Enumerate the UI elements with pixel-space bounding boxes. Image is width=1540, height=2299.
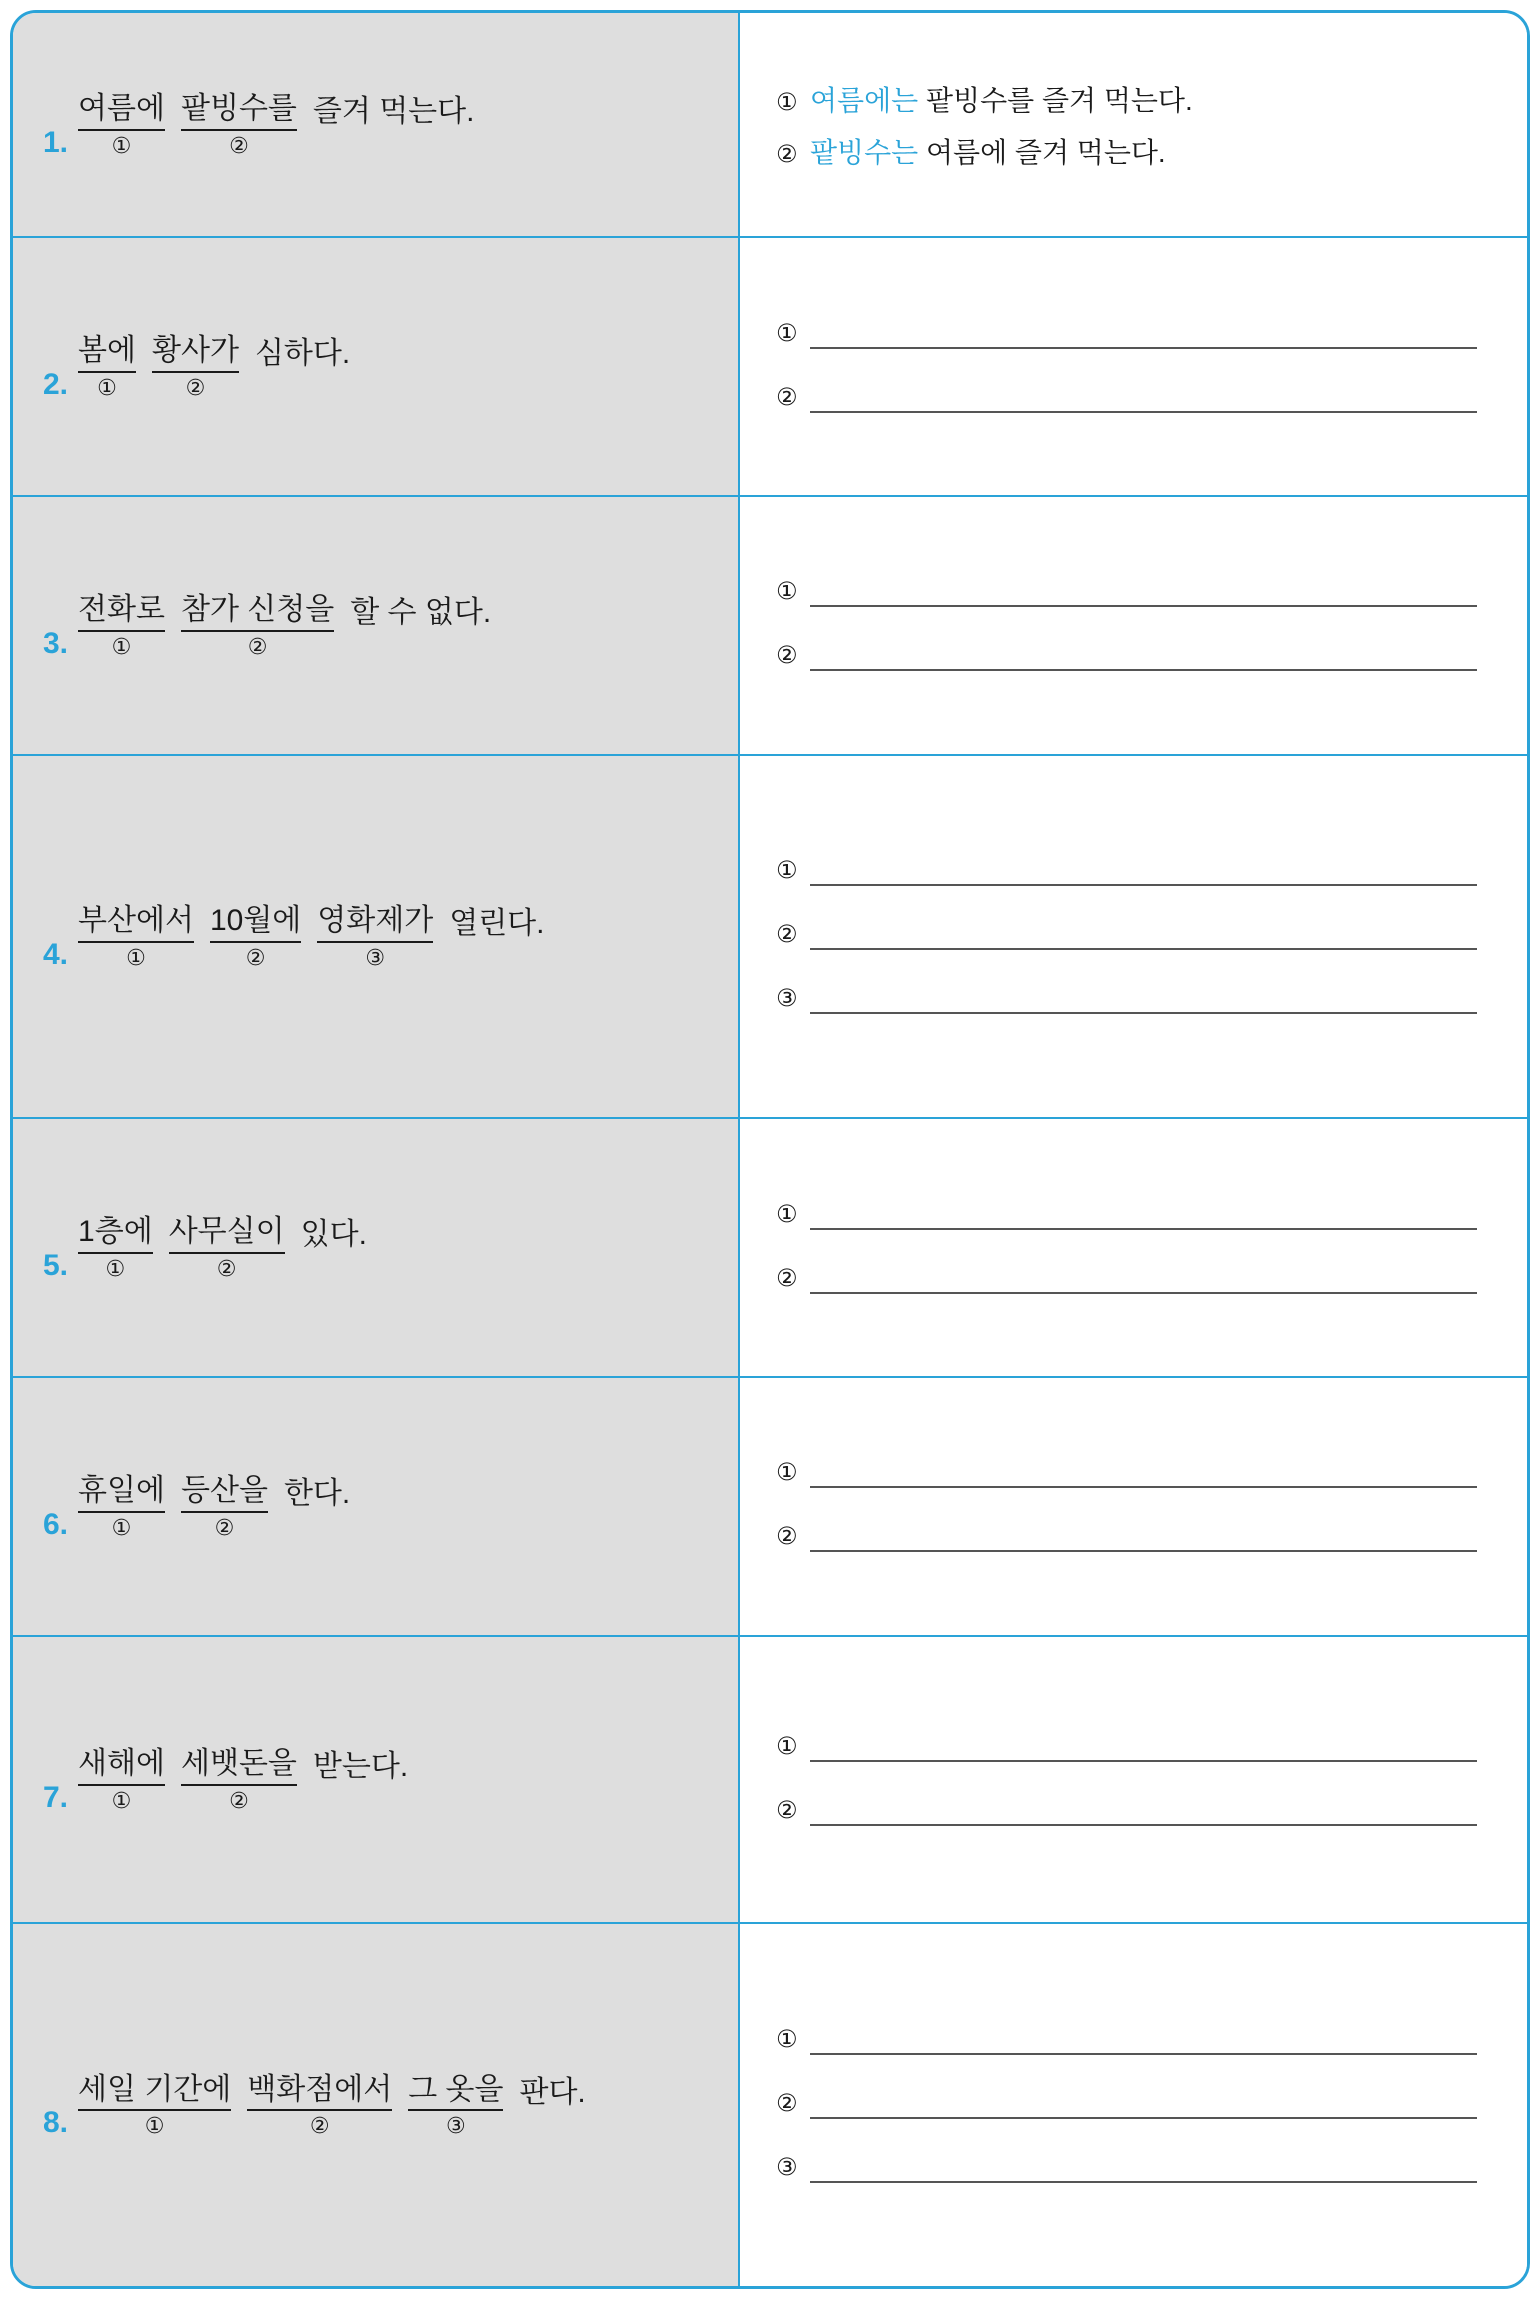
sentence-segment xyxy=(169,1213,285,1282)
segment-text: 참가 신청을 xyxy=(181,591,334,632)
answer-text-plain: 여름에 즐겨 먹는다. xyxy=(925,136,1166,168)
segment-marker: ② xyxy=(309,2113,330,2139)
answer-marker: ② xyxy=(776,383,798,411)
segment-text: 즐겨 먹는다. xyxy=(312,95,475,129)
answer-marker: ① xyxy=(776,1732,798,1760)
segment-text: 팥빙수를 xyxy=(181,90,297,131)
answer-text xyxy=(810,131,1166,171)
answer-marker: ① xyxy=(776,2026,798,2054)
answer-blank-row[interactable] xyxy=(776,1734,1477,1762)
question-prompt-cell xyxy=(13,497,740,754)
sentence-segment xyxy=(78,902,194,971)
answer-write-line[interactable] xyxy=(810,1460,1477,1488)
segment-marker: ① xyxy=(97,374,117,400)
answer-marker: ② xyxy=(776,2090,798,2118)
prompt-sentence xyxy=(43,2071,586,2140)
segment-text: 할 수 없다. xyxy=(350,596,492,630)
answer-example xyxy=(776,131,1477,171)
answer-blank-row[interactable] xyxy=(776,579,1477,607)
answer-write-line[interactable] xyxy=(810,922,1477,950)
worksheet-row xyxy=(13,756,1527,1120)
question-prompt-cell xyxy=(13,13,740,236)
segment-marker: ② xyxy=(245,944,266,970)
question-number: 1. xyxy=(43,125,69,159)
answer-write-line[interactable] xyxy=(810,1798,1477,1826)
segment-marker: ② xyxy=(214,1514,235,1540)
answer-cell xyxy=(740,238,1527,495)
answer-cell xyxy=(740,1119,1527,1376)
sentence-segment xyxy=(78,90,165,159)
prompt-line xyxy=(43,1213,367,1282)
segment-text: 백화점에서 xyxy=(247,2071,392,2112)
sentence-segment xyxy=(181,1472,268,1541)
answer-write-line[interactable] xyxy=(810,1202,1477,1230)
segment-text: 새해에 xyxy=(78,1745,165,1786)
segment-marker: ① xyxy=(111,633,132,659)
question-number: 2. xyxy=(43,367,69,401)
sentence-segment xyxy=(78,591,165,660)
segment-text: 1층에 xyxy=(78,1213,153,1254)
segment-text: 영화제가 xyxy=(317,902,433,943)
question-number: 3. xyxy=(43,626,69,660)
worksheet-row xyxy=(13,1924,1527,2286)
answer-marker: ① xyxy=(776,578,798,606)
answer-cell xyxy=(740,1378,1527,1635)
segment-text: 있다. xyxy=(300,1218,367,1252)
prompt-sentence xyxy=(43,1472,350,1541)
answer-write-line[interactable] xyxy=(810,2155,1477,2183)
answer-example xyxy=(776,79,1477,119)
segment-marker: ③ xyxy=(365,944,386,970)
segment-text: 봄에 xyxy=(78,332,136,373)
answer-blank-row[interactable] xyxy=(776,922,1477,950)
answer-blank-row[interactable] xyxy=(776,2027,1477,2055)
answer-write-line[interactable] xyxy=(810,2027,1477,2055)
worksheet-row xyxy=(13,1637,1527,1925)
worksheet-table xyxy=(10,10,1530,2289)
sentence-segment xyxy=(181,591,334,660)
segment-text: 세뱃돈을 xyxy=(181,1745,297,1786)
sentence-segment xyxy=(313,1748,408,1814)
sentence-segment xyxy=(78,1213,153,1282)
prompt-line xyxy=(43,332,350,401)
sentence-segment xyxy=(181,1745,297,1814)
prompt-sentence xyxy=(43,902,545,971)
answer-blank-row[interactable] xyxy=(776,1798,1477,1826)
worksheet-row xyxy=(13,1378,1527,1637)
sentence-segment xyxy=(78,2071,231,2140)
segment-text: 등산을 xyxy=(181,1472,268,1513)
answer-write-line[interactable] xyxy=(810,1524,1477,1552)
answer-blank-row[interactable] xyxy=(776,1202,1477,1230)
answer-marker: ③ xyxy=(776,2154,798,2182)
answer-blank-row[interactable] xyxy=(776,2155,1477,2183)
sentence-segment xyxy=(247,2071,392,2140)
sentence-segment xyxy=(78,332,136,401)
prompt-line xyxy=(43,1745,408,1814)
answer-text-highlight: 팥빙수는 xyxy=(810,136,926,168)
segment-marker: ② xyxy=(229,132,249,158)
question-prompt-cell xyxy=(13,1924,740,2286)
answer-write-line[interactable] xyxy=(810,643,1477,671)
segment-text: 판다. xyxy=(519,2075,586,2109)
segment-text: 부산에서 xyxy=(78,902,194,943)
answer-cell xyxy=(740,1637,1527,1923)
answer-marker: ② xyxy=(776,642,798,670)
prompt-sentence xyxy=(43,1213,367,1282)
answer-cell xyxy=(740,756,1527,1118)
answer-marker: ① xyxy=(776,88,798,116)
question-number: 5. xyxy=(43,1248,69,1282)
sentence-segment xyxy=(78,1472,165,1541)
worksheet-row xyxy=(13,1119,1527,1378)
question-prompt-cell xyxy=(13,1119,740,1376)
answer-blank-row[interactable] xyxy=(776,321,1477,349)
answer-cell xyxy=(740,13,1527,236)
prompt-line xyxy=(43,1472,350,1541)
segment-marker: ① xyxy=(105,1255,126,1281)
prompt-sentence xyxy=(43,332,350,401)
sentence-segment xyxy=(255,335,350,401)
answer-marker: ② xyxy=(776,140,798,168)
answer-marker: ② xyxy=(776,1264,798,1292)
answer-text xyxy=(810,79,1193,119)
sentence-segment xyxy=(350,594,491,660)
segment-marker: ① xyxy=(111,132,132,158)
answer-write-line[interactable] xyxy=(810,2091,1477,2119)
segment-marker: ① xyxy=(111,1514,132,1540)
answer-cell xyxy=(740,497,1527,754)
sentence-segment xyxy=(301,1216,367,1282)
segment-text: 전화로 xyxy=(78,591,165,632)
worksheet-row xyxy=(13,13,1527,238)
sentence-segment xyxy=(152,332,239,401)
prompt-line xyxy=(43,591,491,660)
answer-write-line[interactable] xyxy=(810,1266,1477,1294)
segment-marker: ② xyxy=(229,1787,249,1813)
answer-blank-row[interactable] xyxy=(776,1524,1477,1552)
answer-cell xyxy=(740,1924,1527,2286)
worksheet-row xyxy=(13,238,1527,497)
answer-write-line[interactable] xyxy=(810,385,1477,413)
segment-marker: ② xyxy=(185,374,206,400)
answer-blank-row[interactable] xyxy=(776,385,1477,413)
sentence-segment xyxy=(181,90,297,159)
sentence-segment xyxy=(519,2074,585,2140)
segment-text: 심하다. xyxy=(254,337,351,371)
segment-text: 여름에 xyxy=(78,90,165,131)
sentence-segment xyxy=(284,1475,350,1541)
segment-marker: ① xyxy=(126,944,146,970)
segment-text: 세일 기간에 xyxy=(78,2071,231,2112)
prompt-sentence xyxy=(43,90,474,159)
segment-text: 한다. xyxy=(283,1477,351,1511)
answer-blank-row[interactable] xyxy=(776,2091,1477,2119)
question-number: 8. xyxy=(43,2106,69,2140)
sentence-segment xyxy=(449,905,544,971)
sentence-segment xyxy=(210,902,301,971)
prompt-line xyxy=(43,902,545,971)
segment-text: 10월에 xyxy=(210,902,301,943)
answer-marker: ① xyxy=(776,319,798,347)
segment-marker: ② xyxy=(216,1255,237,1281)
worksheet-rows xyxy=(13,13,1527,2286)
sentence-segment xyxy=(313,93,475,159)
answer-text-highlight: 여름에는 xyxy=(810,84,926,116)
segment-marker: ③ xyxy=(445,2113,466,2139)
answer-marker: ① xyxy=(776,857,798,885)
segment-text: 휴일에 xyxy=(78,1472,165,1513)
question-prompt-cell xyxy=(13,1637,740,1923)
sentence-segment xyxy=(408,2071,503,2140)
answer-text-plain: 팥빙수를 즐겨 먹는다. xyxy=(925,84,1193,116)
sentence-segment xyxy=(78,1745,165,1814)
prompt-sentence xyxy=(43,1745,408,1814)
segment-text: 그 옷을 xyxy=(408,2071,503,2112)
question-number: 4. xyxy=(43,937,69,971)
question-prompt-cell xyxy=(13,1378,740,1635)
segment-text: 사무실이 xyxy=(169,1213,285,1254)
answer-write-line[interactable] xyxy=(810,1734,1477,1762)
question-number: 6. xyxy=(43,1507,69,1541)
answer-blank-row[interactable] xyxy=(776,643,1477,671)
answer-blank-row[interactable] xyxy=(776,986,1477,1014)
segment-marker: ② xyxy=(247,633,268,659)
segment-marker: ① xyxy=(111,1787,132,1813)
segment-text: 받는다. xyxy=(312,1750,409,1784)
prompt-line xyxy=(43,90,474,159)
question-prompt-cell xyxy=(13,238,740,495)
segment-text: 황사가 xyxy=(152,332,239,373)
segment-marker: ① xyxy=(144,2113,165,2139)
answer-blank-row[interactable] xyxy=(776,1460,1477,1488)
answer-marker: ① xyxy=(776,1459,798,1487)
answer-write-line[interactable] xyxy=(810,858,1477,886)
answer-write-line[interactable] xyxy=(810,986,1477,1014)
answer-blank-row[interactable] xyxy=(776,858,1477,886)
worksheet-row xyxy=(13,497,1527,756)
answer-marker: ② xyxy=(776,921,798,949)
answer-write-line[interactable] xyxy=(810,579,1477,607)
prompt-line xyxy=(43,2071,586,2140)
segment-text: 열린다. xyxy=(449,907,545,941)
sentence-segment xyxy=(317,902,433,971)
answer-blank-row[interactable] xyxy=(776,1266,1477,1294)
question-number: 7. xyxy=(43,1780,69,1814)
answer-marker: ① xyxy=(776,1200,798,1228)
answer-marker: ② xyxy=(776,1523,798,1551)
prompt-sentence xyxy=(43,591,491,660)
question-prompt-cell xyxy=(13,756,740,1118)
answer-write-line[interactable] xyxy=(810,321,1477,349)
answer-marker: ③ xyxy=(776,985,798,1013)
answer-marker: ② xyxy=(776,1796,798,1824)
